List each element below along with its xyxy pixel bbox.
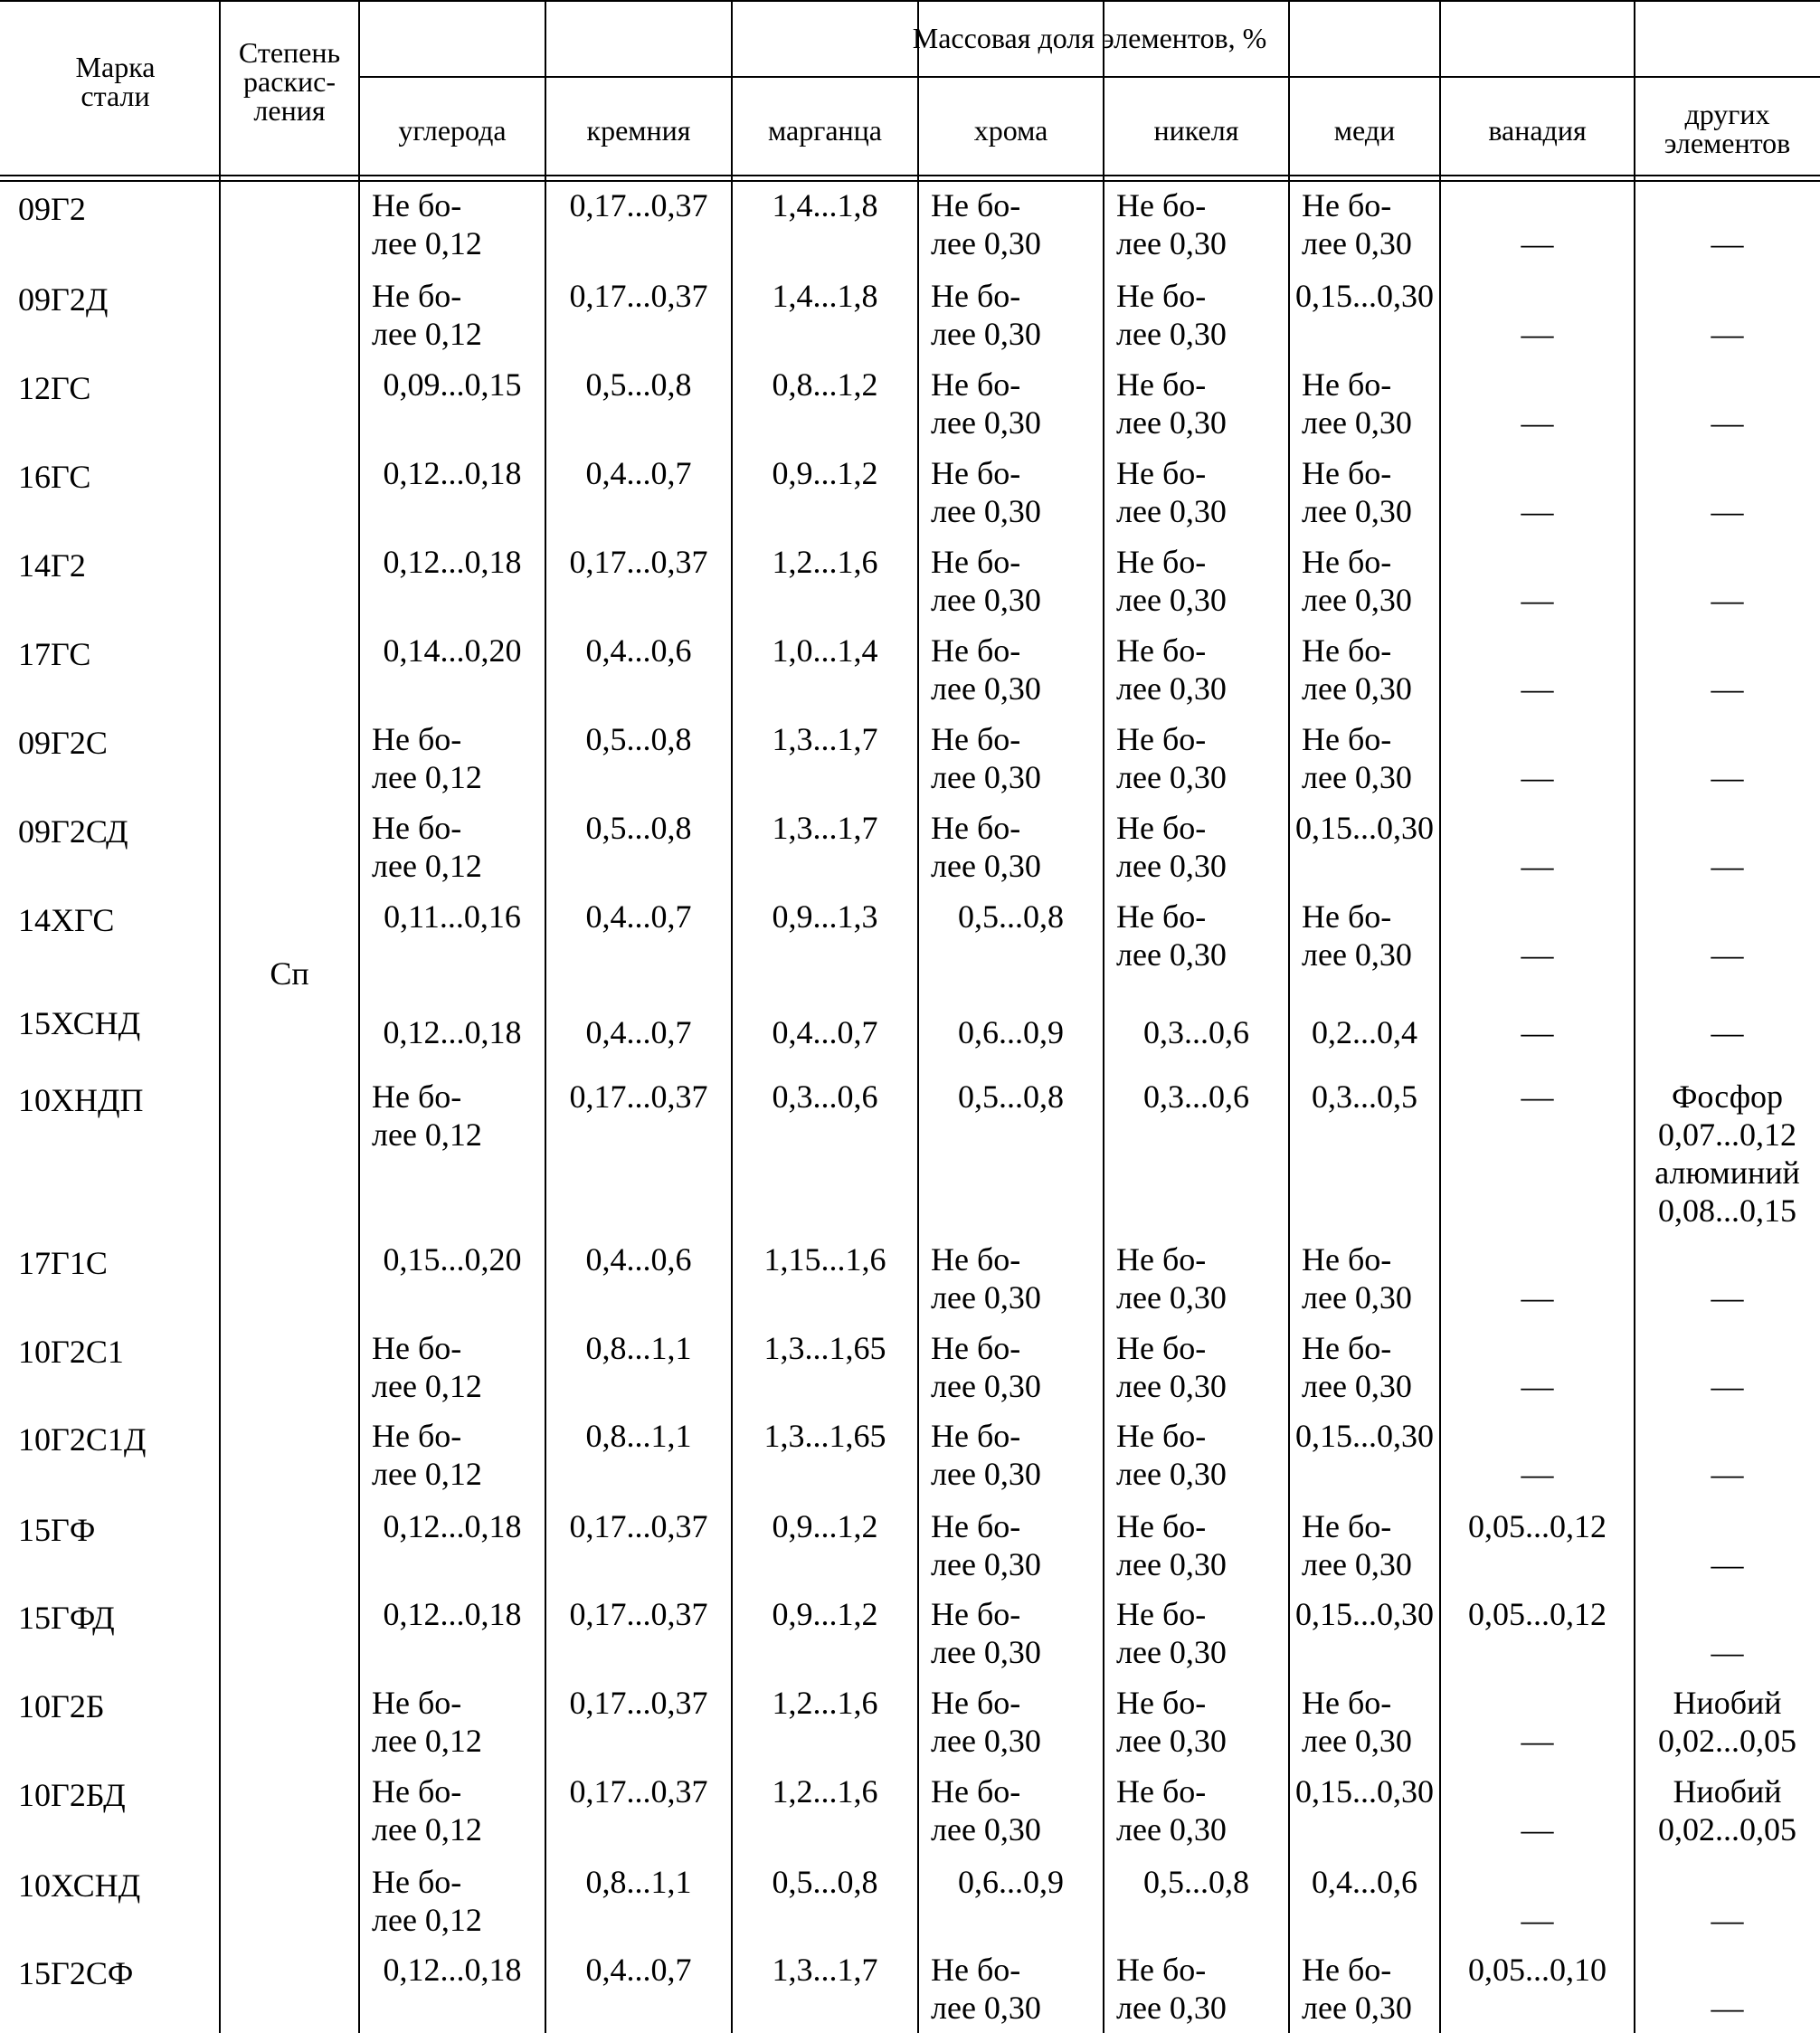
cell-cr: Не бо- лее 0,30 [931, 544, 1041, 618]
cell-c: Не бо- лее 0,12 [372, 721, 482, 795]
row-grade: 14Г2 [18, 547, 86, 584]
cell-c: Не бо- лее 0,12 [372, 1418, 482, 1492]
row-grade: 09Г2Д [18, 281, 109, 318]
cell-si: 0,4...0,6 [585, 1241, 692, 1278]
header-mid-line [359, 76, 1820, 78]
cell-other: — [1711, 1279, 1744, 1316]
cell-cu: 0,15...0,30 [1295, 1418, 1434, 1454]
cell-other: Фосфор 0,07...0,12 алюминий 0,08...0,15 [1654, 1078, 1800, 1229]
cell-v: — [1521, 582, 1554, 618]
cell-other: — [1711, 848, 1744, 884]
cell-cr: Не бо- лее 0,30 [931, 1330, 1041, 1404]
cell-other: — [1711, 316, 1744, 352]
cell-cu: 0,15...0,30 [1295, 1596, 1434, 1632]
cell-other: — [1711, 1456, 1744, 1492]
row-grade: 15ГФД [18, 1600, 115, 1636]
cell-cr: Не бо- лее 0,30 [931, 1773, 1041, 1848]
column-header-4: никеля [1153, 114, 1239, 147]
row-grade: 12ГС [18, 370, 91, 406]
cell-si: 0,4...0,7 [585, 1952, 692, 1988]
cell-cu: Не бо- лее 0,30 [1302, 1685, 1412, 1759]
cell-si: 0,5...0,8 [585, 721, 692, 757]
cell-c: Не бо- лее 0,12 [372, 1685, 482, 1759]
row-grade: 15Г2СФ [18, 1955, 134, 1991]
cell-mn: 0,9...1,2 [772, 1596, 878, 1632]
cell-v: — [1521, 225, 1554, 261]
row-grade: 14ХГС [18, 902, 115, 938]
column-header-0: углерода [398, 114, 507, 147]
cell-mn: 1,0...1,4 [772, 632, 878, 669]
cell-si: 0,4...0,6 [585, 632, 692, 669]
cell-cu: 0,15...0,30 [1295, 810, 1434, 846]
cell-cu: Не бо- лее 0,30 [1302, 632, 1412, 707]
cell-c: Не бо- лее 0,12 [372, 810, 482, 884]
cell-cr: Не бо- лее 0,30 [931, 1241, 1041, 1316]
cell-mn: 0,8...1,2 [772, 366, 878, 403]
cell-mn: 1,15...1,6 [763, 1241, 886, 1278]
cell-c: Не бо- лее 0,12 [372, 1078, 482, 1153]
cell-mn: 1,2...1,6 [772, 1773, 878, 1810]
cell-ni: 0,3...0,6 [1143, 1014, 1249, 1050]
cell-v: — [1521, 1078, 1554, 1115]
cell-ni: Не бо- лее 0,30 [1116, 366, 1227, 441]
row-grade: 16ГС [18, 459, 91, 495]
cell-cu: 0,15...0,30 [1295, 278, 1434, 314]
cell-si: 0,4...0,7 [585, 1014, 692, 1050]
cell-other: — [1711, 1634, 1744, 1670]
cell-mn: 0,3...0,6 [772, 1078, 878, 1115]
cell-ni: Не бо- лее 0,30 [1116, 810, 1227, 884]
cell-c: 0,14...0,20 [383, 632, 522, 669]
column-header-grade: Марка стали [75, 51, 156, 112]
cell-other: — [1711, 759, 1744, 795]
cell-other: — [1711, 1902, 1744, 1938]
row-grade: 10ХСНД [18, 1867, 141, 1904]
cell-v: — [1521, 670, 1554, 707]
cell-ni: Не бо- лее 0,30 [1116, 1241, 1227, 1316]
cell-si: 0,17...0,37 [569, 1078, 708, 1115]
cell-mn: 1,4...1,8 [772, 278, 878, 314]
cell-other: Ниобий 0,02...0,05 [1658, 1773, 1796, 1848]
column-header-mass-fraction: Массовая доля элементов, % [912, 22, 1267, 54]
cell-c: 0,09...0,15 [383, 366, 522, 403]
cell-other: — [1711, 404, 1744, 441]
cell-other: — [1711, 1546, 1744, 1582]
cell-cr: Не бо- лее 0,30 [931, 278, 1041, 352]
cell-ni: Не бо- лее 0,30 [1116, 1952, 1227, 2026]
cell-si: 0,17...0,37 [569, 1773, 708, 1810]
cell-ni: Не бо- лее 0,30 [1116, 455, 1227, 529]
cell-cr: Не бо- лее 0,30 [931, 810, 1041, 884]
cell-v: — [1521, 1902, 1554, 1938]
cell-c: 0,12...0,18 [383, 455, 522, 491]
cell-ni: Не бо- лее 0,30 [1116, 278, 1227, 352]
cell-v: 0,05...0,12 [1468, 1508, 1607, 1544]
cell-cr: 0,6...0,9 [958, 1864, 1064, 1900]
cell-si: 0,17...0,37 [569, 544, 708, 580]
row-grade: 10Г2Б [18, 1688, 105, 1724]
column-header-2: марганца [767, 114, 882, 147]
cell-mn: 1,3...1,7 [772, 1952, 878, 1988]
cell-other: — [1711, 493, 1744, 529]
cell-other: — [1711, 582, 1744, 618]
cell-si: 0,17...0,37 [569, 278, 708, 314]
row-grade: 10Г2БД [18, 1777, 126, 1813]
column-header-deoxidation: Степень раскис- ления [238, 36, 341, 127]
cell-cu: Не бо- лее 0,30 [1302, 187, 1412, 261]
cell-v: 0,05...0,10 [1468, 1952, 1607, 1988]
cell-cr: 0,6...0,9 [958, 1014, 1064, 1050]
row-grade: 10ХНДП [18, 1082, 144, 1118]
cell-other: — [1711, 670, 1744, 707]
cell-other: — [1711, 1368, 1744, 1404]
cell-c: 0,15...0,20 [383, 1241, 522, 1278]
cell-si: 0,4...0,7 [585, 455, 692, 491]
cell-cr: Не бо- лее 0,30 [931, 1685, 1041, 1759]
cell-ni: Не бо- лее 0,30 [1116, 632, 1227, 707]
cell-mn: 1,3...1,65 [763, 1418, 886, 1454]
cell-cu: 0,4...0,6 [1312, 1864, 1417, 1900]
cell-v: — [1521, 1279, 1554, 1316]
cell-ni: Не бо- лее 0,30 [1116, 721, 1227, 795]
row-grade: 09Г2 [18, 191, 86, 227]
cell-ni: 0,5...0,8 [1143, 1864, 1249, 1900]
cell-cu: Не бо- лее 0,30 [1302, 1241, 1412, 1316]
cell-mn: 1,3...1,7 [772, 810, 878, 846]
cell-c: 0,12...0,18 [383, 1508, 522, 1544]
cell-si: 0,5...0,8 [585, 810, 692, 846]
header-bottom-line [0, 175, 1820, 176]
row-grade: 10Г2С1Д [18, 1421, 147, 1458]
cell-v: — [1521, 404, 1554, 441]
cell-other: Ниобий 0,02...0,05 [1658, 1685, 1796, 1759]
cell-cu: Не бо- лее 0,30 [1302, 1330, 1412, 1404]
cell-v: — [1521, 759, 1554, 795]
cell-cu: Не бо- лее 0,30 [1302, 366, 1412, 441]
row-grade: 09Г2СД [18, 813, 128, 850]
column-header-7: других элементов [1664, 98, 1791, 159]
cell-ni: Не бо- лее 0,30 [1116, 1418, 1227, 1492]
cell-cu: 0,2...0,4 [1312, 1014, 1417, 1050]
cell-ni: Не бо- лее 0,30 [1116, 1685, 1227, 1759]
cell-v: — [1521, 1456, 1554, 1492]
cell-c: Не бо- лее 0,12 [372, 187, 482, 261]
cell-si: 0,17...0,37 [569, 1596, 708, 1632]
table-top-border [0, 0, 1820, 2]
cell-c: 0,12...0,18 [383, 1952, 522, 1988]
cell-si: 0,8...1,1 [585, 1330, 692, 1366]
cell-v: — [1521, 1368, 1554, 1404]
cell-cu: Не бо- лее 0,30 [1302, 721, 1412, 795]
column-header-3: хрома [973, 114, 1048, 147]
cell-cr: Не бо- лее 0,30 [931, 1418, 1041, 1492]
cell-v: — [1521, 848, 1554, 884]
cell-ni: Не бо- лее 0,30 [1116, 898, 1227, 973]
cell-cr: Не бо- лее 0,30 [931, 721, 1041, 795]
cell-si: 0,17...0,37 [569, 187, 708, 223]
cell-mn: 0,9...1,2 [772, 1508, 878, 1544]
cell-cr: Не бо- лее 0,30 [931, 455, 1041, 529]
cell-c: Не бо- лее 0,12 [372, 1864, 482, 1938]
cell-mn: 1,3...1,65 [763, 1330, 886, 1366]
cell-cu: Не бо- лее 0,30 [1302, 1952, 1412, 2026]
column-divider [219, 0, 221, 2033]
cell-mn: 0,9...1,3 [772, 898, 878, 935]
cell-mn: 1,2...1,6 [772, 1685, 878, 1721]
cell-cr: Не бо- лее 0,30 [931, 1952, 1041, 2026]
cell-c: 0,12...0,18 [383, 1014, 522, 1050]
cell-v: — [1521, 1811, 1554, 1848]
cell-mn: 0,9...1,2 [772, 455, 878, 491]
cell-cr: Не бо- лее 0,30 [931, 366, 1041, 441]
row-grade: 17ГС [18, 636, 91, 672]
header-bottom-line-2 [0, 180, 1820, 182]
cell-cu: Не бо- лее 0,30 [1302, 898, 1412, 973]
cell-mn: 1,2...1,6 [772, 544, 878, 580]
cell-v: — [1521, 493, 1554, 529]
cell-si: 0,5...0,8 [585, 366, 692, 403]
cell-c: Не бо- лее 0,12 [372, 278, 482, 352]
cell-v: — [1521, 936, 1554, 973]
cell-c: Не бо- лее 0,12 [372, 1330, 482, 1404]
cell-cu: Не бо- лее 0,30 [1302, 544, 1412, 618]
cell-si: 0,8...1,1 [585, 1418, 692, 1454]
cell-v: — [1521, 316, 1554, 352]
row-grade: 15ХСНД [18, 1005, 141, 1041]
cell-cr: Не бо- лее 0,30 [931, 632, 1041, 707]
cell-si: 0,4...0,7 [585, 898, 692, 935]
cell-cr: Не бо- лее 0,30 [931, 1596, 1041, 1670]
cell-cr: Не бо- лее 0,30 [931, 187, 1041, 261]
cell-cu: 0,15...0,30 [1295, 1773, 1434, 1810]
cell-c: 0,12...0,18 [383, 544, 522, 580]
cell-si: 0,8...1,1 [585, 1864, 692, 1900]
cell-ni: Не бо- лее 0,30 [1116, 187, 1227, 261]
cell-mn: 0,5...0,8 [772, 1864, 878, 1900]
row-grade: 10Г2С1 [18, 1334, 124, 1370]
column-header-5: меди [1333, 114, 1396, 147]
cell-mn: 1,4...1,8 [772, 187, 878, 223]
cell-cu: 0,3...0,5 [1312, 1078, 1417, 1115]
row-grade: 09Г2С [18, 725, 108, 761]
cell-v: — [1521, 1014, 1554, 1050]
cell-ni: Не бо- лее 0,30 [1116, 544, 1227, 618]
cell-mn: 0,4...0,7 [772, 1014, 878, 1050]
cell-cr: 0,5...0,8 [958, 1078, 1064, 1115]
cell-ni: Не бо- лее 0,30 [1116, 1330, 1227, 1404]
cell-cr: Не бо- лее 0,30 [931, 1508, 1041, 1582]
cell-c: 0,11...0,16 [384, 898, 521, 935]
cell-v: — [1521, 1723, 1554, 1759]
cell-cu: Не бо- лее 0,30 [1302, 1508, 1412, 1582]
cell-mn: 1,3...1,7 [772, 721, 878, 757]
cell-ni: Не бо- лее 0,30 [1116, 1596, 1227, 1670]
cell-v: 0,05...0,12 [1468, 1596, 1607, 1632]
cell-other: — [1711, 225, 1744, 261]
row-grade: 15ГФ [18, 1512, 96, 1548]
cell-other: — [1711, 936, 1744, 973]
cell-ni: Не бо- лее 0,30 [1116, 1508, 1227, 1582]
row-grade: 17Г1С [18, 1245, 108, 1281]
cell-other: — [1711, 1990, 1744, 2026]
column-header-1: кремния [586, 114, 691, 147]
cell-ni: 0,3...0,6 [1143, 1078, 1249, 1115]
cell-c: Не бо- лее 0,12 [372, 1773, 482, 1848]
cell-si: 0,17...0,37 [569, 1508, 708, 1544]
cell-other: — [1711, 1014, 1744, 1050]
cell-c: 0,12...0,18 [383, 1596, 522, 1632]
cell-cu: Не бо- лее 0,30 [1302, 455, 1412, 529]
cell-si: 0,17...0,37 [569, 1685, 708, 1721]
deoxidation-value: Сп [270, 955, 309, 992]
cell-ni: Не бо- лее 0,30 [1116, 1773, 1227, 1848]
column-header-6: ванадия [1488, 114, 1587, 147]
cell-cr: 0,5...0,8 [958, 898, 1064, 935]
